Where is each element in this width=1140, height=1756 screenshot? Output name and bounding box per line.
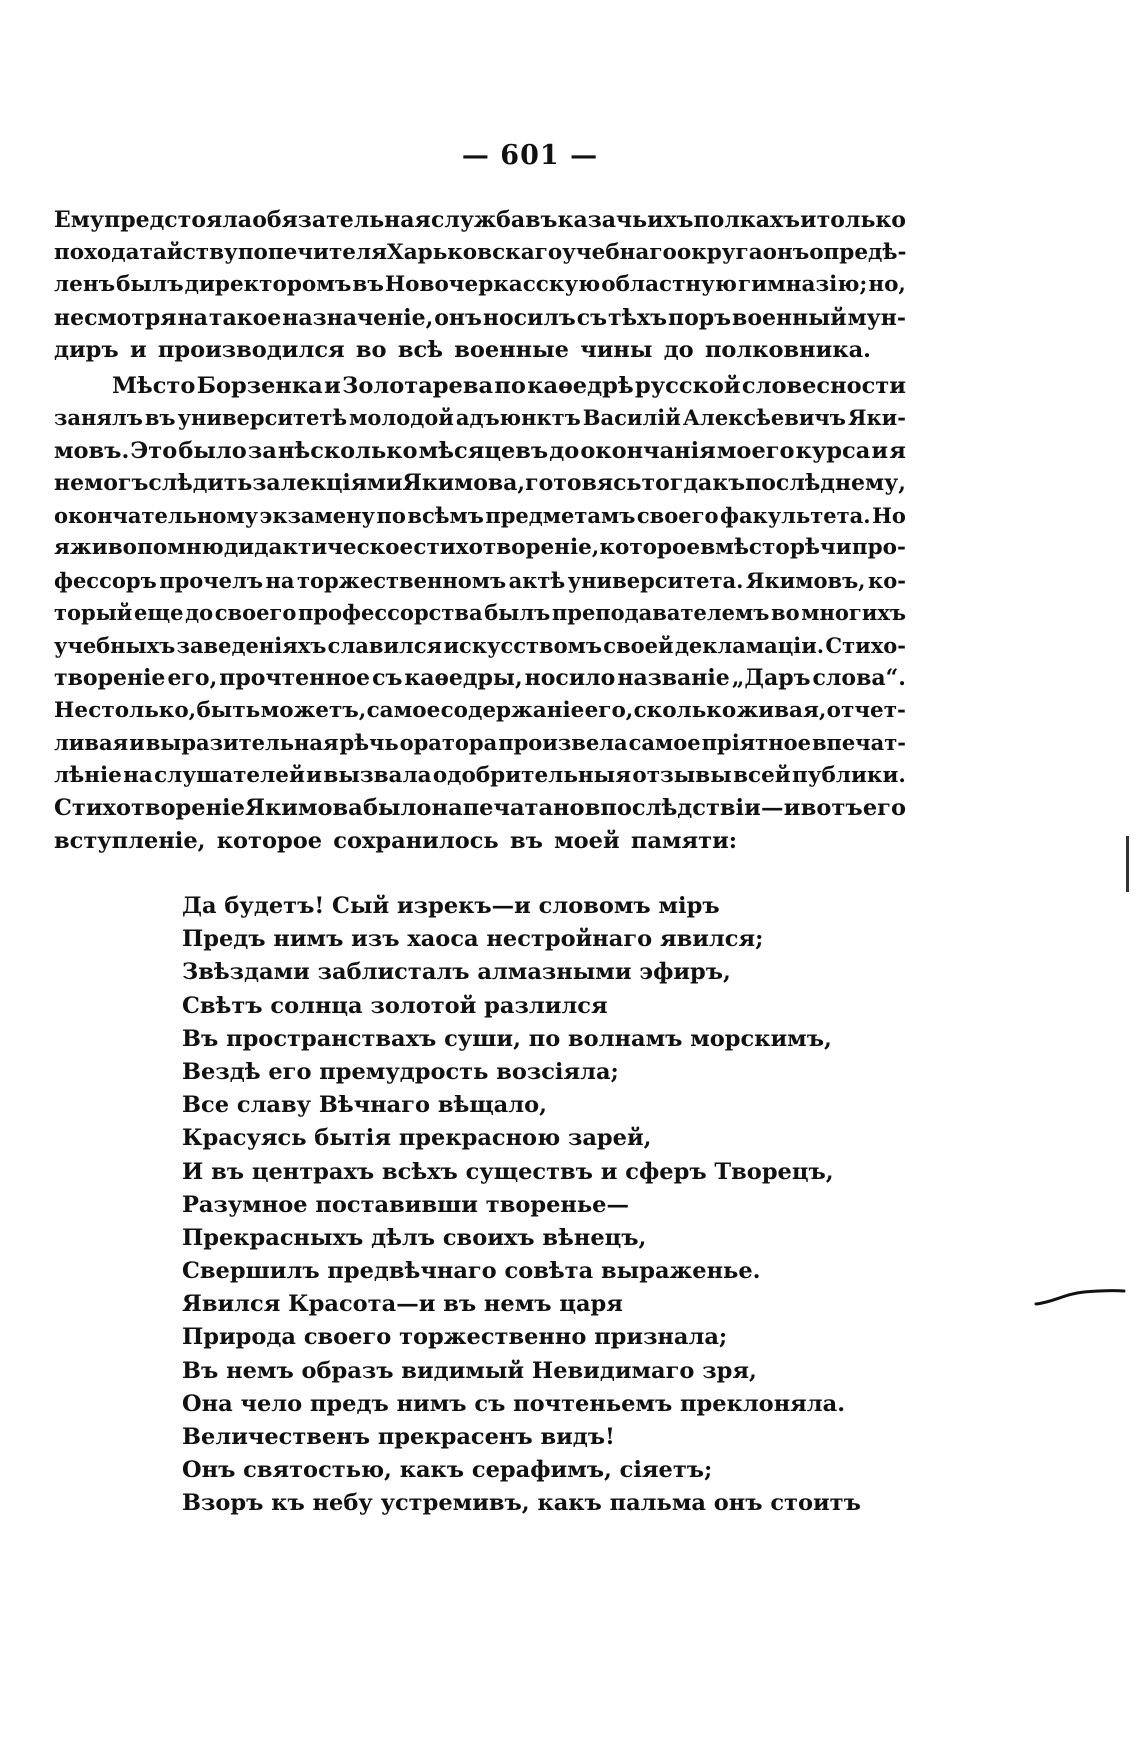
text-line: я живо помню дидактическое стихотвореніе, которое вмѣсто рѣчи про-: [54, 535, 906, 560]
verse-line: Природа своего торжественно признала;: [182, 1324, 728, 1351]
verse-line: Все славу Вѣчнаго вѣщало,: [182, 1092, 547, 1119]
verse-line: Звѣздами заблисталъ алмазными эфиръ,: [182, 959, 731, 986]
verse-line: Въ немъ образъ видимый Невидимаго зря,: [182, 1357, 757, 1384]
text-line: твореніе его, прочтенное съ каѳедры, носило названіе „Даръ слова“.: [54, 665, 906, 691]
verse-line: Да будетъ! Сый изрекъ—и словомъ міръ: [182, 893, 720, 919]
page-number: — 601 —: [461, 140, 599, 171]
verse-line: И въ центрахъ всѣхъ существъ и сферъ Творецъ,: [182, 1158, 834, 1185]
verse-line: Она чело предъ нимъ съ почтеньемъ преклоняла.: [182, 1390, 846, 1417]
verse-line: Свѣтъ солнца золотой разлился: [182, 992, 608, 1019]
text-line: мовъ. Это было за нѣсколько мѣсяцевъ до окончанія моего курса и я: [54, 437, 906, 464]
verse-line: Въ пространствахъ суши, по волнамъ морскимъ,: [182, 1025, 832, 1052]
verse-line: Красуясь бытія прекрасною зарей,: [182, 1125, 652, 1152]
text-line: Не столько, быть можетъ, самое содержаніе его, сколько живая, отчет-: [54, 697, 906, 723]
text-line: не могъ слѣдить за лекціями Якимова, готовясь тогда къ послѣднему,: [54, 470, 906, 496]
verse-line: Взоръ къ небу устремивъ, какъ пальма онъ стоитъ: [182, 1490, 861, 1517]
text-line: торый еще до своего профессорства былъ преподавателемъ во многихъ: [54, 600, 906, 625]
prose-body: [54, 204, 906, 857]
text-line: ленъ былъ директоромъ въ Новочеркасскую областную гимназію; но,: [54, 272, 906, 297]
verse-line: Онъ святостью, какъ серафимъ, сіяетъ;: [182, 1457, 713, 1484]
scan-edge-mark: [1126, 836, 1129, 892]
text-line: диръ и производился во всѣ военные чины до полковника.: [54, 337, 872, 363]
text-line: фессоръ прочелъ на торжественномъ актѣ университета. Якимовъ, ко-: [54, 567, 906, 593]
verse-line: Прекрасныхъ дѣлъ своихъ вѣнецъ,: [182, 1224, 647, 1251]
margin-pencil-mark: [1034, 1282, 1126, 1312]
text-line: занялъ въ университетѣ молодой адъюнктъ Василій Алексѣевичъ Яки-: [54, 405, 906, 430]
text-line: вступленіе, которое сохранилось въ моей памяти:: [54, 827, 738, 854]
verse-line: Свершилъ предвѣчнаго совѣта выраженье.: [182, 1258, 761, 1285]
text-line: несмотря на такое назначеніе, онъ носилъ съ тѣхъ поръ военный мун-: [54, 304, 906, 331]
text-line: учебныхъ заведеніяхъ славился искусствомъ своей декламаціи. Стихо-: [54, 632, 906, 658]
verse-line: Вездѣ его премудрость возсіяла;: [182, 1058, 619, 1085]
text-line: лѣніе на слушателей и вызвала одобрительныя отзывы всей публики.: [54, 762, 906, 788]
verse-line: Явился Красота—и въ немъ царя: [182, 1291, 623, 1318]
verse-line: Разумное поставивши творенье—: [182, 1191, 629, 1218]
verse-block: [182, 890, 942, 1521]
verse-line: Предъ нимъ изъ хаоса нестройнаго явился;: [182, 926, 764, 953]
text-line: Стихотвореніе Якимова было напечатано впослѣдствіи — и вотъ его: [54, 795, 906, 821]
text-line: ливая и выразительная рѣчь оратора произвела самое пріятное впечат-: [54, 730, 906, 755]
text-line: Ему предстояла обязательная служба въ казачьихъ полкахъ и только: [54, 207, 906, 233]
text-line: окончательному экзамену по всѣмъ предметамъ своего факультета. Но: [54, 502, 906, 528]
text-line: по ходатайству попечителя Харьковскаго учебнаго округа онъ опредѣ-: [54, 239, 907, 265]
verse-line: Величественъ прекрасенъ видъ!: [182, 1424, 615, 1450]
text-line: Мѣсто Борзенка и Золотарева по каѳедрѣ русской словесности: [112, 372, 906, 399]
